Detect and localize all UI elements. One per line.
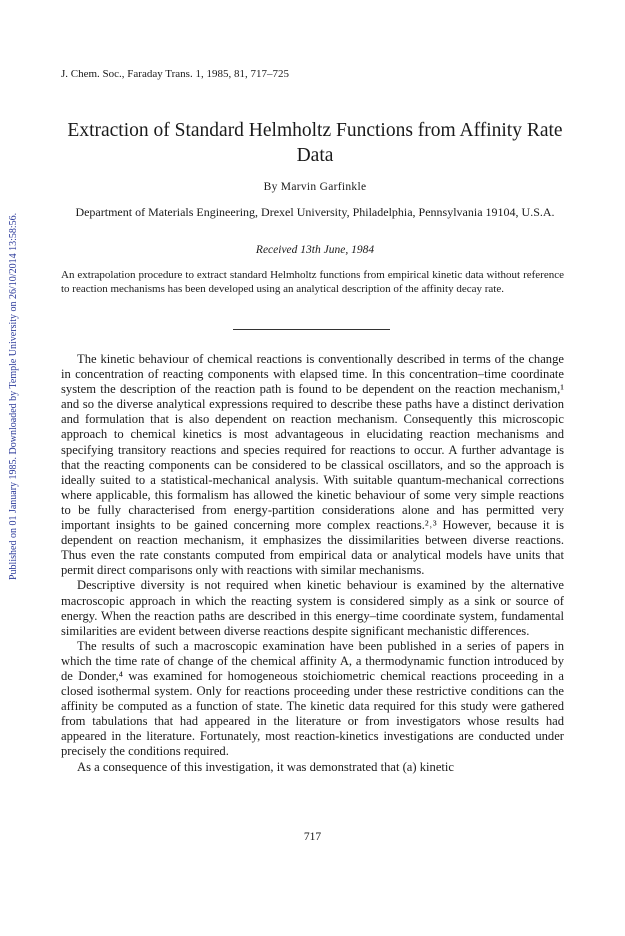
author-line: By Marvin Garfinkle bbox=[263, 181, 367, 193]
journal-citation: J. Chem. Soc., Faraday Trans. 1, 1985, 81, 717–725 bbox=[61, 68, 289, 80]
section-divider bbox=[233, 329, 390, 330]
page-number: 717 bbox=[303, 831, 322, 843]
abstract: An extrapolation procedure to extract standard Helmholtz functions from empirical kinetic data without reference to reaction mechanisms has been developed using an analytical description of the affinity decay rate. bbox=[61, 269, 564, 295]
body-text bbox=[61, 352, 564, 775]
article-title: Extraction of Standard Helmholtz Functions from Affinity Rate Data bbox=[67, 120, 563, 166]
paragraph: As a consequence of this investigation, it was demonstrated that (a) kinetic bbox=[77, 759, 455, 774]
received-date: Received 13th June, 1984 bbox=[255, 244, 375, 256]
affiliation: Department of Materials Engineering, Drexel University, Philadelphia, Pennsylvania 19104, U.S.A. bbox=[75, 205, 555, 219]
paragraph: The kinetic behaviour of chemical reactions is conventionally described in terms of the change in concentration of reacting components with elapsed time. In this concentration–time coordinate system the description of the reaction path is found to be dependent on the reaction mechanism,¹ and so the diverse analytical expressions required to describe these paths have a distinct derivation and formulation that is also dependent on reaction mechanism. Consequently this microscopic approach to chemical kinetics is most advantageous in elucidating reaction mechanisms and specifying transitory reactions and species required for reactions to occur. A further advantage is that the reacting components can be considered to be classical oscillators, and so the approach is ideally suited to a statistical-mechanical analysis. With suitable quantum-mechanical corrections where applicable, this formalism has allowed the kinetic behaviour of some very simple reactions to be fully characterised from energy-partition considerations alone and has permitted very important insights to be gained concerning more complex reactions.²˒³ However, because it is dependent on reaction mechanism, it emphasizes the dissimilarities between diverse reactions. Thus even the rate constants computed from empirical data or analytical models have units that permit direct comparisons only with reactions with similar mechanisms. bbox=[61, 352, 564, 578]
paragraph: Descriptive diversity is not required when kinetic behaviour is examined by the alternative macroscopic approach in which the reacting system is considered simply as a sink or source of energy. When the reaction paths are described in this energy–time coordinate system, fundamental similarities are evident between diverse reactions despite significant mechanistic differences. bbox=[61, 578, 564, 638]
download-watermark bbox=[8, 160, 22, 580]
watermark-text: Published on 01 January 1985. Downloaded by Temple University on 26/10/2014 13:58:56. bbox=[8, 212, 19, 580]
paragraph: The results of such a macroscopic examination have been published in a series of papers in which the time rate of change of the chemical affinity A, a thermodynamic function introduced by de Donder,⁴ was examined for homogeneous stoichiometric chemical reactions proceeding in a closed isothermal system. Only for reactions proceeding under these restrictive conditions can the affinity be computed as a function of state. The kinetic data required for this study were gathered from tabulations that had appeared in the literature or from investigators whose results had appeared in the literature. Fortunately, most reaction-kinetics investigations are conducted under precisely the conditions required. bbox=[61, 638, 564, 759]
